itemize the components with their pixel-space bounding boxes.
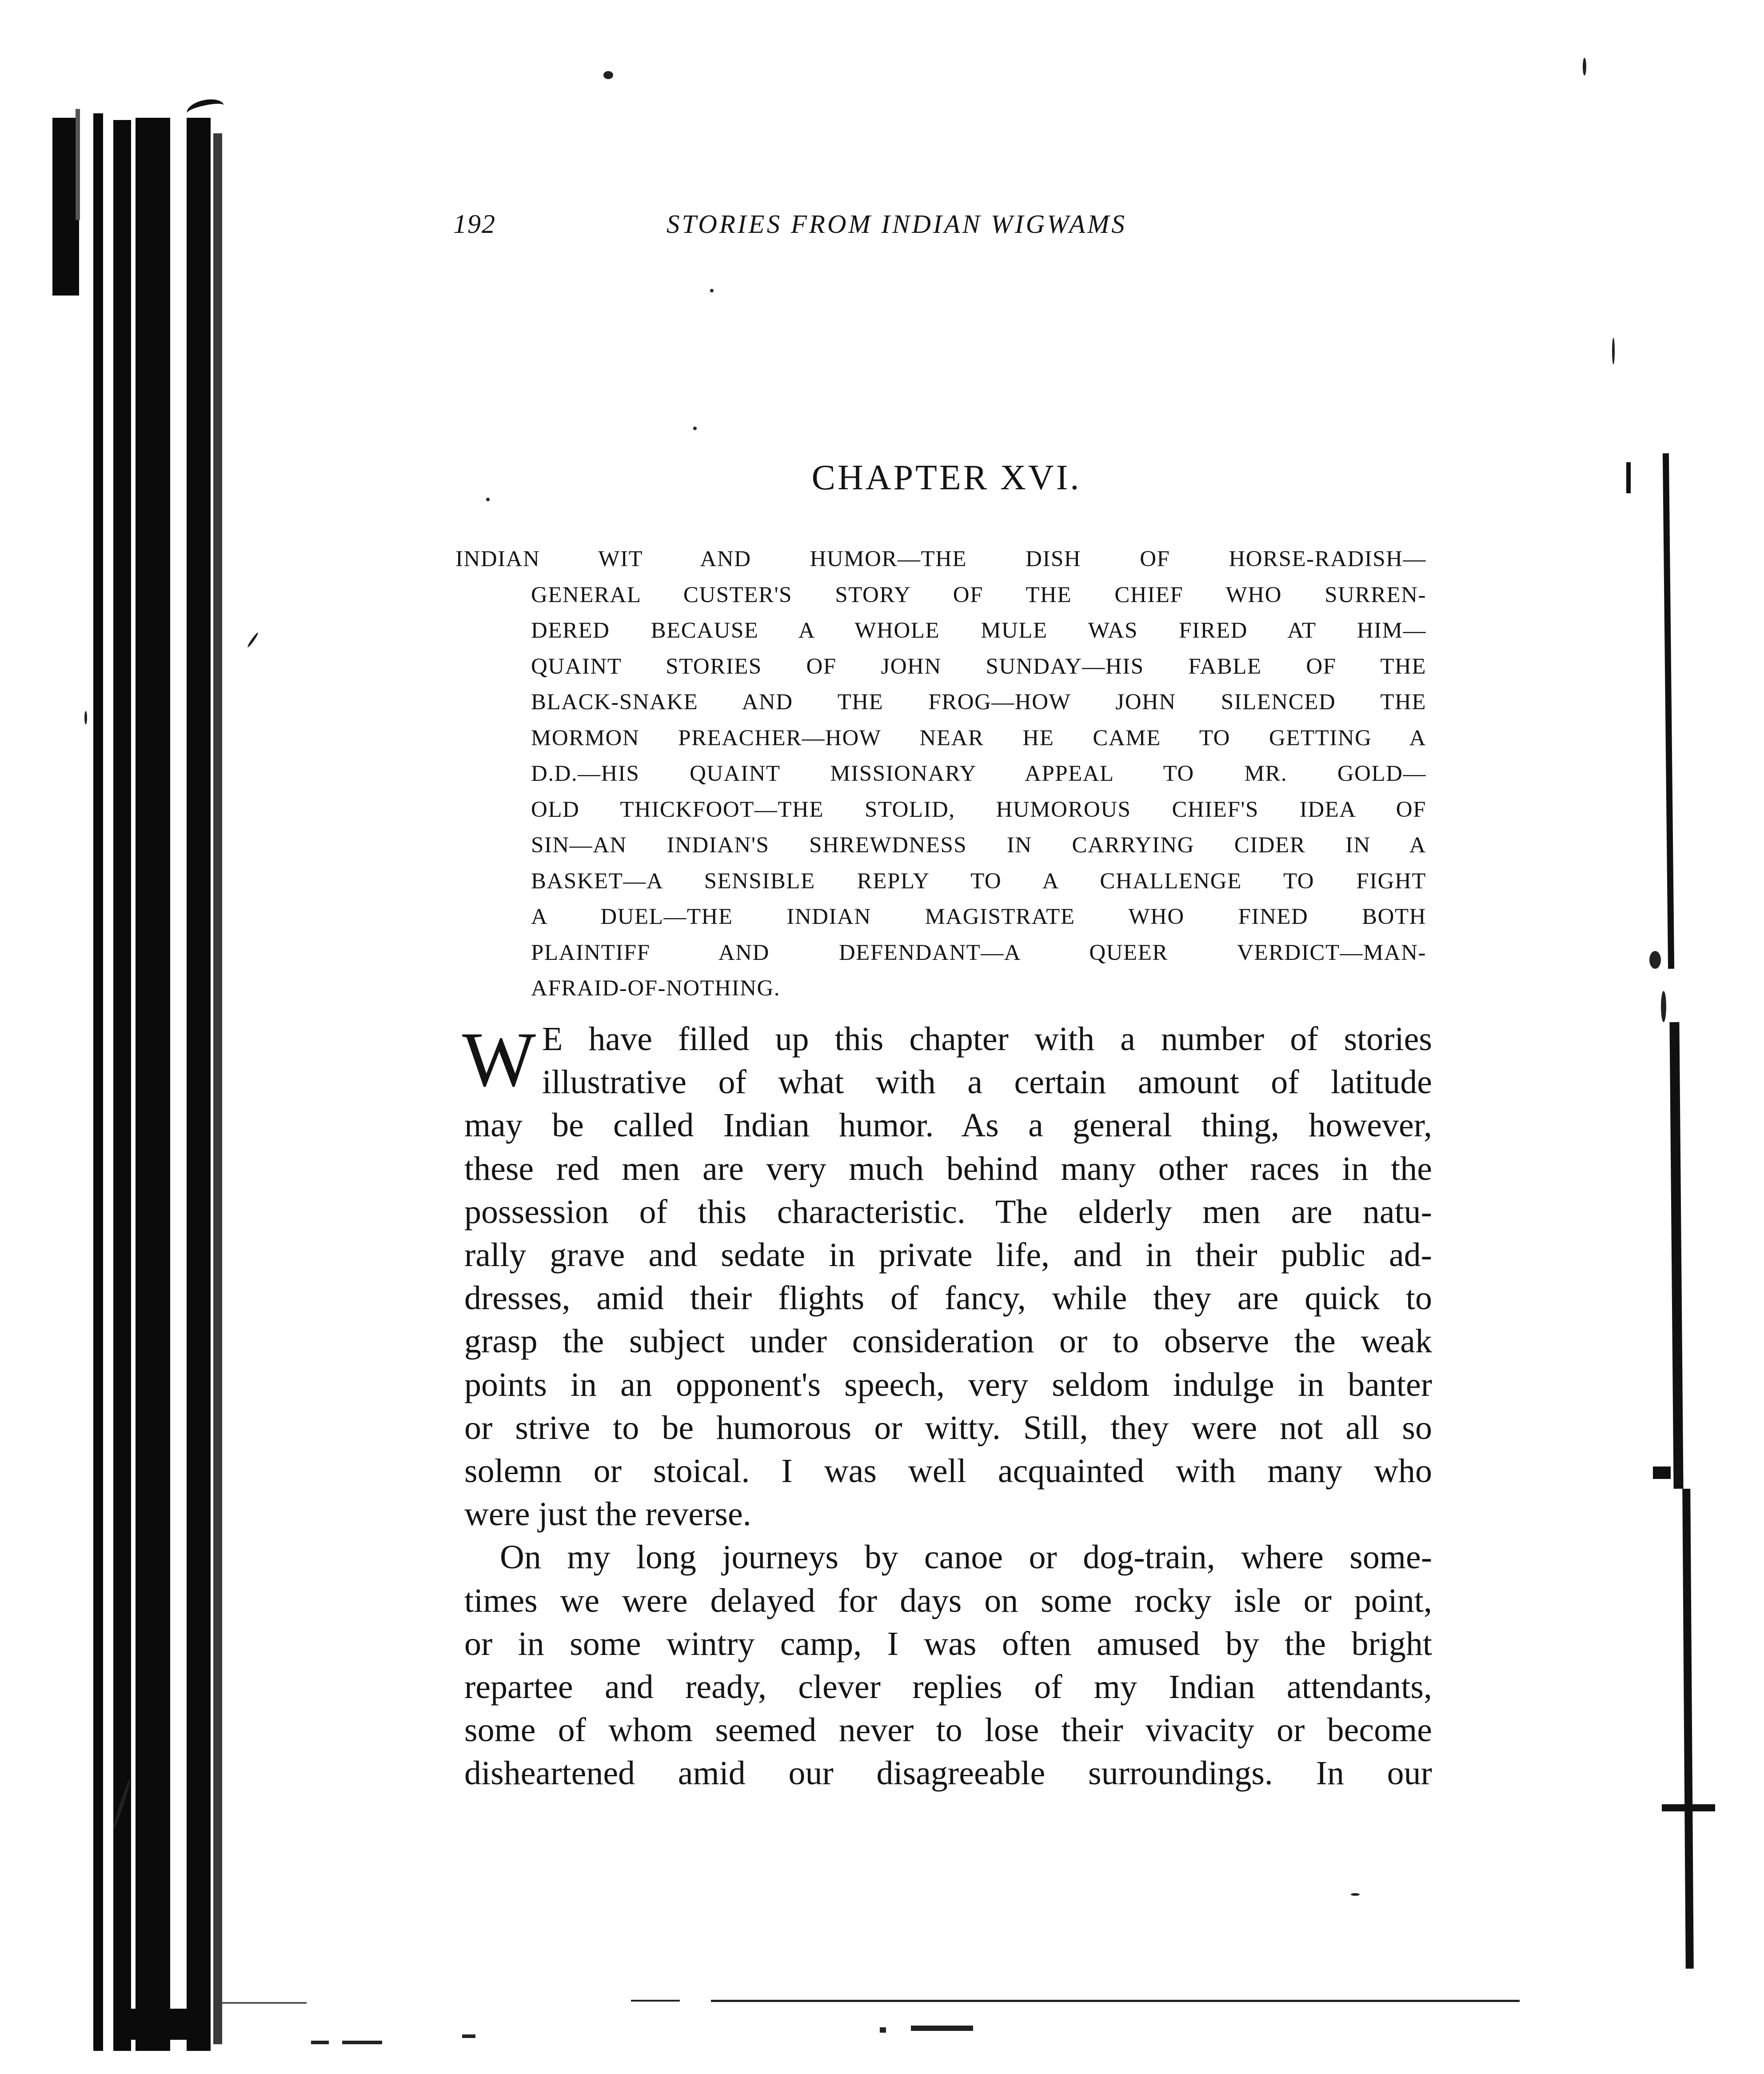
scan-mark bbox=[222, 2002, 307, 2004]
text-line: disheartened amid our disagreeable surroundings. In our bbox=[464, 1754, 1432, 1792]
running-title: STORIES FROM INDIAN WIGWAMS bbox=[666, 209, 1127, 239]
page-edge-mark bbox=[1653, 1467, 1671, 1479]
scan-speck bbox=[247, 632, 259, 648]
scan-speck bbox=[710, 289, 714, 292]
text-line: or in some wintry camp, I was often amused by the bright bbox=[464, 1625, 1432, 1662]
text-line: were just the reverse. bbox=[464, 1495, 751, 1533]
page-edge-mark bbox=[1669, 1022, 1683, 1489]
synopsis-line: AFRAID-OF-NOTHING. bbox=[531, 976, 781, 1001]
synopsis-line: BASKET—A SENSIBLE REPLY TO A CHALLENGE TO FIGHT bbox=[531, 868, 1426, 894]
scan-speck bbox=[1661, 991, 1666, 1022]
body-text bbox=[464, 1018, 1432, 1795]
scan-speck bbox=[486, 498, 490, 501]
synopsis-line: PLAINTIFF AND DEFENDANT—A QUEER VERDICT—MAN- bbox=[531, 940, 1426, 965]
text-line: times we were delayed for days on some rocky isle or point, bbox=[464, 1582, 1432, 1619]
running-head bbox=[453, 209, 1222, 249]
page-edge-mark bbox=[1626, 462, 1631, 493]
synopsis-line: A DUEL—THE INDIAN MAGISTRATE WHO FINED BOTH bbox=[531, 904, 1426, 929]
page-edge-mark bbox=[1663, 453, 1674, 969]
binding-shadow bbox=[187, 118, 211, 2051]
text-line: may be called Indian humor. As a general thing, however, bbox=[464, 1107, 1432, 1144]
synopsis-line: BLACK-SNAKE AND THE FROG—HOW JOHN SILENCED THE bbox=[531, 690, 1426, 715]
scan-speck bbox=[84, 711, 87, 724]
chapter-heading: CHAPTER XVI. bbox=[811, 458, 1082, 497]
binding-shadow bbox=[113, 120, 131, 2051]
binding-shadow bbox=[76, 109, 80, 220]
text-line: solemn or stoical. I was well acquainted with many who bbox=[464, 1452, 1432, 1490]
binding-shadow bbox=[213, 133, 222, 2044]
text-line: rally grave and sedate in private life, and in their public ad- bbox=[464, 1236, 1432, 1274]
scan-mark bbox=[880, 2027, 886, 2033]
text-line: some of whom seemed never to lose their vivacity or become bbox=[464, 1711, 1432, 1749]
text-line: repartee and ready, clever replies of my Indian attendants, bbox=[464, 1668, 1432, 1706]
synopsis-line: MORMON PREACHER—HOW NEAR HE CAME TO GETTING A bbox=[531, 725, 1426, 751]
binding-shadow bbox=[52, 118, 79, 296]
text-line: or strive to be humorous or witty. Still, they were not all so bbox=[464, 1409, 1432, 1447]
synopsis-line: DERED BECAUSE A WHOLE MULE WAS FIRED AT HIM— bbox=[531, 618, 1426, 643]
synopsis-line: INDIAN WIT AND HUMOR—THE DISH OF HORSE-RADISH— bbox=[455, 547, 1426, 571]
binding-shadow bbox=[120, 2009, 198, 2040]
page-number: 192 bbox=[453, 209, 496, 239]
text-line: grasp the subject under consideration or to observe the weak bbox=[464, 1323, 1432, 1360]
scan-speck bbox=[1583, 58, 1586, 76]
page-edge-mark bbox=[1682, 1489, 1694, 1969]
text-line: illustrative of what with a certain amount of latitude bbox=[542, 1063, 1432, 1101]
drop-cap: W bbox=[462, 1016, 536, 1103]
text-line: these red men are very much behind many other races in the bbox=[464, 1150, 1432, 1187]
chapter-synopsis bbox=[455, 541, 1426, 1007]
scan-speck bbox=[1612, 338, 1615, 364]
page-edge-mark bbox=[1662, 1804, 1715, 1811]
synopsis-line: OLD THICKFOOT—THE STOLID, HUMOROUS CHIEF'S IDEA OF bbox=[531, 797, 1426, 822]
scan-speck bbox=[1351, 1893, 1360, 1896]
text-line: dresses, amid their flights of fancy, while they are quick to bbox=[464, 1279, 1432, 1317]
scan-mark bbox=[311, 2041, 329, 2044]
synopsis-line: GENERAL CUSTER'S STORY OF THE CHIEF WHO SURREN- bbox=[531, 582, 1426, 607]
binding-shadow bbox=[136, 118, 170, 2051]
scan-speck bbox=[1649, 951, 1661, 969]
binding-shadow bbox=[93, 113, 103, 2051]
scan-mark bbox=[185, 96, 226, 123]
scan-mark bbox=[342, 2041, 382, 2044]
scan-mark bbox=[462, 2034, 475, 2038]
page-bottom-edge bbox=[711, 2000, 1520, 2002]
synopsis-line: D.D.—HIS QUAINT MISSIONARY APPEAL TO MR. GOLD— bbox=[531, 761, 1426, 786]
text-line: On my long journeys by canoe or dog-train, where some- bbox=[500, 1539, 1432, 1576]
page-bottom-edge bbox=[631, 2000, 680, 2002]
synopsis-line: QUAINT STORIES OF JOHN SUNDAY—HIS FABLE OF THE bbox=[531, 654, 1426, 679]
text-line: E have filled up this chapter with a number of stories bbox=[542, 1020, 1432, 1058]
scan-speck bbox=[693, 427, 697, 430]
text-line: possession of this characteristic. The elderly men are natu- bbox=[464, 1193, 1432, 1231]
scan-speck bbox=[603, 71, 613, 79]
synopsis-line: SIN—AN INDIAN'S SHREWDNESS IN CARRYING CIDER IN A bbox=[531, 833, 1426, 858]
text-line: points in an opponent's speech, very seldom indulge in banter bbox=[464, 1366, 1432, 1403]
scan-mark bbox=[911, 2026, 973, 2031]
